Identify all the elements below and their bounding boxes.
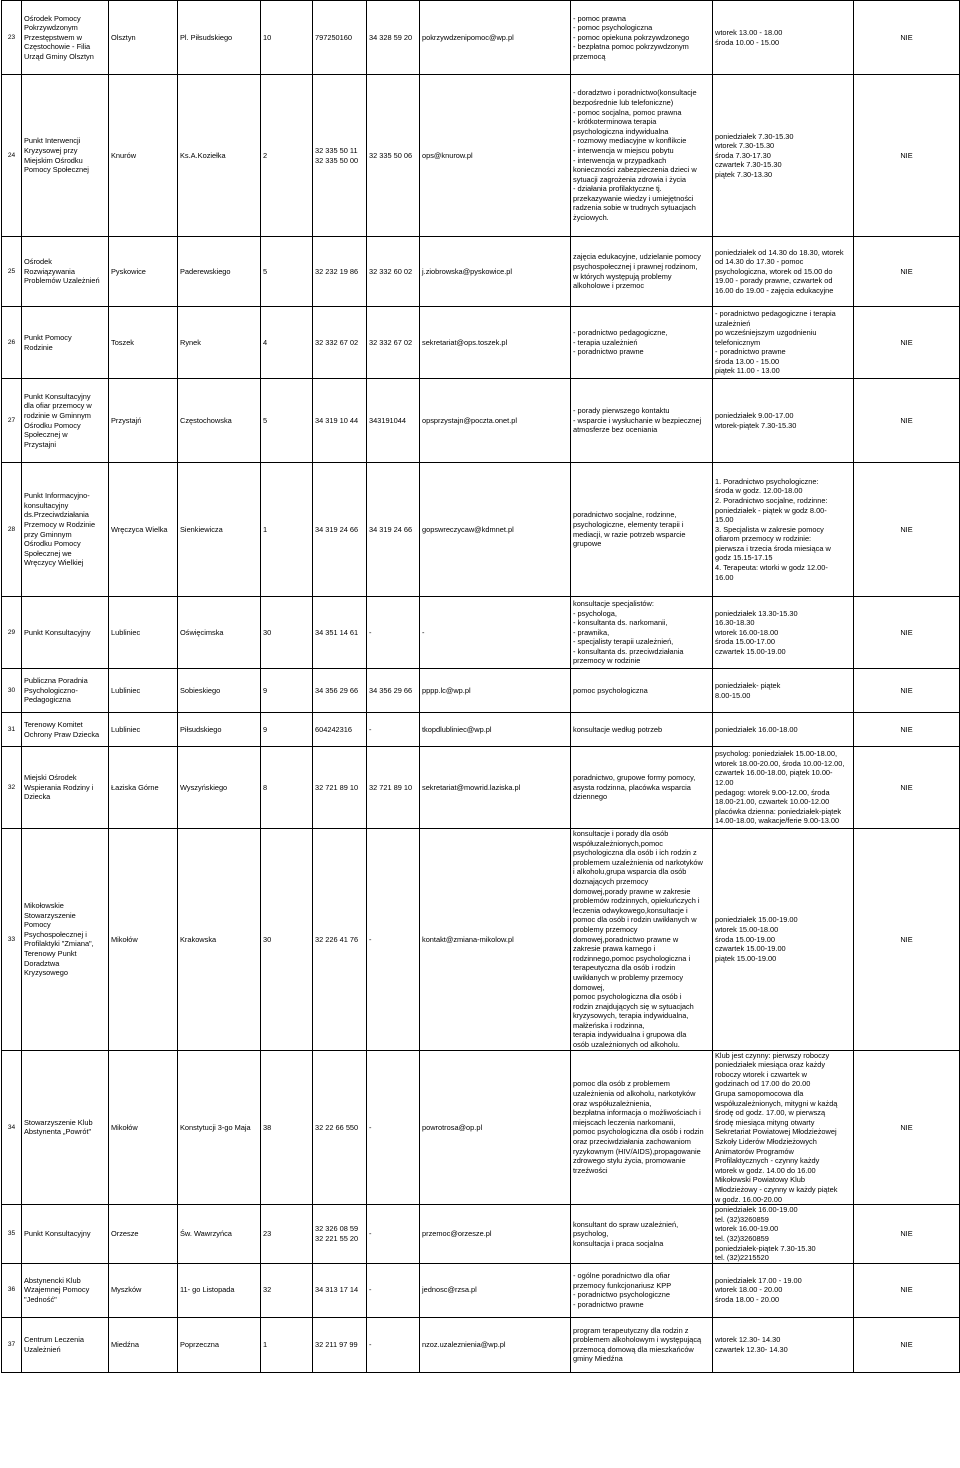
nie-flag: NIE xyxy=(854,75,960,237)
institution-name: Punkt Konsultacyjny dla ofiar przemocy w rodzinie w Gminnym Ośrodku Pomocy Społecznej w Przystajni xyxy=(22,379,109,463)
opening-hours: wtorek 13.00 - 18.00 środa 10.00 - 15.00 xyxy=(713,1,854,75)
row-number: 28 xyxy=(2,463,22,597)
building-number: 4 xyxy=(261,307,313,379)
nie-flag: NIE xyxy=(854,1050,960,1205)
fax: 343191044 xyxy=(367,379,420,463)
institution-name: Punkt Pomocy Rodzinie xyxy=(22,307,109,379)
table-row xyxy=(2,669,960,713)
institution-name: Publiczna Poradnia Psychologiczno- Pedagogiczna xyxy=(22,669,109,713)
email: j.ziobrowska@pyskowice.pl xyxy=(420,237,571,307)
services: - poradnictwo pedagogiczne, - terapia uzależnień - poradnictwo prawne xyxy=(571,307,713,379)
row-number: 25 xyxy=(2,237,22,307)
phone: 34 351 14 61 xyxy=(313,597,367,669)
row-number: 31 xyxy=(2,713,22,747)
street: Rynek xyxy=(178,307,261,379)
building-number: 9 xyxy=(261,669,313,713)
table-row xyxy=(2,597,960,669)
services: konsultacje specjalistów: - psychologa, - konsultanta ds. narkomanii, - prawnika, - specjalisty terapii uzależnień, - konsultanta ds. przeciwdziałania przemocy w rodzinie xyxy=(571,597,713,669)
fax: - xyxy=(367,713,420,747)
street: Poprzeczna xyxy=(178,1317,261,1372)
phone: 32 226 41 76 xyxy=(313,829,367,1051)
row-number: 34 xyxy=(2,1050,22,1205)
opening-hours: Klub jest czynny: pierwszy roboczy poniedziałek miesiąca oraz każdy roboczy wtorek i czwartek w godzinach od 17.00 do 20.00 Grupa samopomocowa dla współuzależnionych, mitygnі w każdą środę od godz. 17.00, w pierwszą środę miesiąca mityng otwarty Sekretariat Powiatowej Młodzieżowej Szkoły Liderów Młodzieżowych Animatorów Programów Profilaktycznych - czynny każdy wtorek w godz. 14.00 do 16.00 Mikołowski Powiatowy Klub Młodzieżowy - czynny w każdy piątek w godz. 16.00-20.00 xyxy=(713,1050,854,1205)
institution-name: Miejski Ośrodek Wspierania Rodziny i Dziecka xyxy=(22,747,109,829)
fax: 32 332 60 02 xyxy=(367,237,420,307)
nie-flag: NIE xyxy=(854,829,960,1051)
opening-hours: poniedziałek od 14.30 do 18.30, wtorek od 14.30 do 17.30 - pomoc psychologiczna, wtorek od 15.00 do 19.00 - porady prawne, czwartek od 16.00 do 19.00 - zajęcia edukacyjne xyxy=(713,237,854,307)
email: pppp.lc@wp.pl xyxy=(420,669,571,713)
opening-hours: poniedziałek 16.00-18.00 xyxy=(713,713,854,747)
fax: - xyxy=(367,597,420,669)
help-centers-table xyxy=(1,0,960,1373)
phone: 32 22 66 550 xyxy=(313,1050,367,1205)
fax: 32 721 89 10 xyxy=(367,747,420,829)
building-number: 2 xyxy=(261,75,313,237)
street: Konstytucji 3-go Maja xyxy=(178,1050,261,1205)
nie-flag: NIE xyxy=(854,713,960,747)
table-row xyxy=(2,1,960,75)
services: konsultacje według potrzeb xyxy=(571,713,713,747)
services: - doradztwo i poradnictwo(konsultacje bezpośrednie lub telefoniczne) - pomoc socjalna, pomoc prawna - krótkoterminowa terapia psychologiczna indywidualna - rozmowy mediacyjne w konflikcie - interwencja w miejscu pobytu - interwencja w przypadkach konieczności zabezpieczenia dzieci w sytuacji zagrożenia zdrowia i życia - działania profilaktyczne tj. przekazywanie wiedzy i umiejętności radzenia sobie w trudnych sytuacjach życiowych. xyxy=(571,75,713,237)
building-number: 10 xyxy=(261,1,313,75)
phone: 32 326 08 59 32 221 55 20 xyxy=(313,1205,367,1264)
nie-flag: NIE xyxy=(854,1317,960,1372)
nie-flag: NIE xyxy=(854,1,960,75)
row-number: 36 xyxy=(2,1263,22,1317)
phone: 34 313 17 14 xyxy=(313,1263,367,1317)
street: Paderewskiego xyxy=(178,237,261,307)
row-number: 29 xyxy=(2,597,22,669)
phone: 32 211 97 99 xyxy=(313,1317,367,1372)
email: sekretariat@ops.toszek.pl xyxy=(420,307,571,379)
opening-hours: poniedziałek- piątek 8.00-15.00 xyxy=(713,669,854,713)
fax: - xyxy=(367,1205,420,1264)
services: pomoc dla osób z problemem uzależnienia od alkoholu, narkotyków oraz współuzależnienia, bezpłatna informacja o możliwościach i miejscach leczenia narkomanii, pomoc psychologiczna dla osób i rodzin oraz przeciwdziałania zachowaniom ryzykownym (HIV/AIDS),propagowanie zdrowego stylu życia, promowanie trzeźwości xyxy=(571,1050,713,1205)
city: Myszków xyxy=(109,1263,178,1317)
table-row xyxy=(2,75,960,237)
nie-flag: NIE xyxy=(854,1205,960,1264)
institution-name: Stowarzyszenie Klub Abstynenta „Powrót" xyxy=(22,1050,109,1205)
institution-name: Ośrodek Rozwiązywania Problemów Uzależnień xyxy=(22,237,109,307)
city: Pyskowice xyxy=(109,237,178,307)
city: Lubliniec xyxy=(109,669,178,713)
street: Krakowska xyxy=(178,829,261,1051)
phone: 32 332 67 02 xyxy=(313,307,367,379)
fax: 34 328 59 20 xyxy=(367,1,420,75)
building-number: 32 xyxy=(261,1263,313,1317)
nie-flag: NIE xyxy=(854,747,960,829)
opening-hours: - poradnictwo pedagogiczne i terapia uzależnień po wcześniejszym uzgodnieniu telefonicznym - poradnictwo prawne środa 13.00 - 15.00 piątek 11.00 - 13.00 xyxy=(713,307,854,379)
email: - xyxy=(420,597,571,669)
city: Mikołów xyxy=(109,1050,178,1205)
street: Piłsudskiego xyxy=(178,713,261,747)
row-number: 37 xyxy=(2,1317,22,1372)
nie-flag: NIE xyxy=(854,307,960,379)
opening-hours: wtorek 12.30- 14.30 czwartek 12.30- 14.30 xyxy=(713,1317,854,1372)
table-row xyxy=(2,747,960,829)
institution-name: Mikołowskie Stowarzyszenie Pomocy Psychospołecznej i Profilaktyki "Zmiana", Terenowy Punkt Doradztwa Kryzysowego xyxy=(22,829,109,1051)
table-row xyxy=(2,1205,960,1264)
opening-hours: poniedziałek 16.00-19.00 tel. (32)3260859 wtorek 16.00-19.00 tel. (32)3260859 poniedziałek-piątek 7.30-15.30 tel. (32)2215520 xyxy=(713,1205,854,1264)
fax: 34 356 29 66 xyxy=(367,669,420,713)
city: Miedźna xyxy=(109,1317,178,1372)
fax: 32 332 67 02 xyxy=(367,307,420,379)
services: konsultant do spraw uzależnień, psycholog, konsultacja i praca socjalna xyxy=(571,1205,713,1264)
row-number: 33 xyxy=(2,829,22,1051)
services: program terapeutyczny dla rodzin z problemem alkoholowym i występującą przemocą domową dla mieszkańców gminy Miedźna xyxy=(571,1317,713,1372)
building-number: 5 xyxy=(261,237,313,307)
building-number: 23 xyxy=(261,1205,313,1264)
opening-hours: poniedziałek 17.00 - 19.00 wtorek 18.00 - 20.00 środa 18.00 - 20.00 xyxy=(713,1263,854,1317)
nie-flag: NIE xyxy=(854,1263,960,1317)
building-number: 30 xyxy=(261,597,313,669)
services: - ogólne poradnictwo dla ofiar przemocy funkcjonariusz KPP - poradnictwo psychologiczne - poradnictwo prawne xyxy=(571,1263,713,1317)
phone: 34 319 24 66 xyxy=(313,463,367,597)
phone: 32 721 89 10 xyxy=(313,747,367,829)
city: Orzesze xyxy=(109,1205,178,1264)
email: pokrzywdzenipomoc@wp.pl xyxy=(420,1,571,75)
row-number: 30 xyxy=(2,669,22,713)
city: Przystajń xyxy=(109,379,178,463)
opening-hours: poniedziałek 7.30-15.30 wtorek 7.30-15.30 środa 7.30-17.30 czwartek 7.30-15.30 piątek 7.30-13.30 xyxy=(713,75,854,237)
city: Knurów xyxy=(109,75,178,237)
email: przemoc@orzesze.pl xyxy=(420,1205,571,1264)
opening-hours: psycholog: poniedziałek 15.00-18.00, wtorek 18.00-20.00, środa 10.00-12.00, czwartek 16.00-18.00, piątek 10.00- 12.00 pedagog: wtorek 9.00-12.00, środa 18.00-21.00, czwartek 10.00-12.00 placówka dzienna: poniedziałek-piątek 14.00-18.00, wakacje/ferie 9.00-13.00 xyxy=(713,747,854,829)
nie-flag: NIE xyxy=(854,463,960,597)
services: - porady pierwszego kontaktu - wsparcie i wysłuchanie w bezpiecznej atmosferze bez oceniania xyxy=(571,379,713,463)
email: gopswreczycaw@kdmnet.pl xyxy=(420,463,571,597)
fax: - xyxy=(367,829,420,1051)
opening-hours: poniedziałek 13.30-15.30 16.30-18.30 wtorek 16.00-18.00 środa 15.00-17.00 czwartek 15.00-19.00 xyxy=(713,597,854,669)
street: Sienkiewicza xyxy=(178,463,261,597)
institution-name: Terenowy Komitet Ochrony Praw Dziecka xyxy=(22,713,109,747)
phone: 32 232 19 86 xyxy=(313,237,367,307)
fax: - xyxy=(367,1050,420,1205)
table-row xyxy=(2,379,960,463)
street: Wyszyńskiego xyxy=(178,747,261,829)
nie-flag: NIE xyxy=(854,669,960,713)
phone: 32 335 50 11 32 335 50 00 xyxy=(313,75,367,237)
building-number: 1 xyxy=(261,463,313,597)
institution-name: Punkt Interwencji Kryzysowej przy Miejskim Ośrodku Pomocy Społecznej xyxy=(22,75,109,237)
email: powrotrosa@op.pl xyxy=(420,1050,571,1205)
row-number: 35 xyxy=(2,1205,22,1264)
table-row xyxy=(2,307,960,379)
phone: 34 356 29 66 xyxy=(313,669,367,713)
table-row xyxy=(2,713,960,747)
email: opsprzystajn@poczta.onet.pl xyxy=(420,379,571,463)
phone: 797250160 xyxy=(313,1,367,75)
city: Lubliniec xyxy=(109,597,178,669)
street: Ks.A.Koziełka xyxy=(178,75,261,237)
city: Lubliniec xyxy=(109,713,178,747)
city: Olsztyn xyxy=(109,1,178,75)
row-number: 23 xyxy=(2,1,22,75)
institution-name: Abstynencki Klub Wzajemnej Pomocy "Jedność" xyxy=(22,1263,109,1317)
table-row xyxy=(2,1263,960,1317)
table-row xyxy=(2,1317,960,1372)
row-number: 26 xyxy=(2,307,22,379)
city: Toszek xyxy=(109,307,178,379)
opening-hours: 1. Poradnictwo psychologiczne: środa w godz. 12.00-18.00 2. Poradnictwo socjalne, rodzinne: poniedziałek - piątek w godz 8.00- 15.00 3. Specjalista w zakresie pomocy ofiarom przemocy w rodzinie: pierwsza i trzecia środa miesiąca w godz 15.15-17.15 4. Terapeuta: wtorki w godz 12.00- 16.00 xyxy=(713,463,854,597)
building-number: 38 xyxy=(261,1050,313,1205)
services: poradnictwo, grupowe formy pomocy, asysta rodzinna, placówka wsparcia dziennego xyxy=(571,747,713,829)
institution-name: Punkt Informacyjno- konsultacyjny ds.Przeciwdziałania Przemocy w Rodzinie przy Gminnym Ośrodku Pomocy Społecznej we Wręczycy Wielkiej xyxy=(22,463,109,597)
row-number: 32 xyxy=(2,747,22,829)
services: poradnictwo socjalne, rodzinne, psychologiczne, elementy terapii i mediacji, w razie potrzeb wsparcie grupowe xyxy=(571,463,713,597)
street: Częstochowska xyxy=(178,379,261,463)
services: - pomoc prawna - pomoc psychologiczna - pomoc opiekuna pokrzywdzonego - bezpłatna pomoc pokrzywdzonym przemocą xyxy=(571,1,713,75)
row-number: 24 xyxy=(2,75,22,237)
table-row xyxy=(2,237,960,307)
services: konsultacje i porady dla osób współuzależnionych,pomoc psychologiczna dla osób i ich rodzin z problemem uzależnienia od narkotyków i alkoholu,grupa wsparcia dla osób doznających przemocy domowej,porady prawne w zakresie problemów rodzinnych, opiekuńczych i leczenia odwykowego,konsultacje i pomoc dla osób i rodzin uwikłanych w problemy przemocy domowej,poradnictwo prawne w zakresie prawa karnego i rodzinnego,pomoc psychologiczna i terapeutyczna dla osób i rodzin uwikłanych w problemy przemocy domowej, pomoc psychologiczna dla osób i rodzin znajdujących się w sytuacjach kryzysowych, terapia indywidualna, małżeńska i rodzinna, terapia indywidualna i grupowa dla osób uzależnionych od alkoholu. xyxy=(571,829,713,1051)
building-number: 8 xyxy=(261,747,313,829)
street: Sobieskiego xyxy=(178,669,261,713)
city: Wręczyca Wielka xyxy=(109,463,178,597)
phone: 604242316 xyxy=(313,713,367,747)
city: Łaziska Górne xyxy=(109,747,178,829)
email: tkopdlubliniec@wp.pl xyxy=(420,713,571,747)
fax: 32 335 50 06 xyxy=(367,75,420,237)
building-number: 5 xyxy=(261,379,313,463)
institution-name: Centrum Leczenia Uzależnień xyxy=(22,1317,109,1372)
building-number: 1 xyxy=(261,1317,313,1372)
building-number: 30 xyxy=(261,829,313,1051)
opening-hours: poniedziałek 15.00-19.00 wtorek 15.00-18.00 środa 15.00-19.00 czwartek 15.00-19.00 piątek 15.00-19.00 xyxy=(713,829,854,1051)
city: Mikołów xyxy=(109,829,178,1051)
institution-name: Punkt Konsultacyjny xyxy=(22,1205,109,1264)
phone: 34 319 10 44 xyxy=(313,379,367,463)
email: jednosc@rzsa.pl xyxy=(420,1263,571,1317)
services: zajęcia edukacyjne, udzielanie pomocy psychospołecznej i prawnej rodzinom, w których występują problemy alkoholowe i przemoc xyxy=(571,237,713,307)
email: nzoz.uzaleznienia@wp.pl xyxy=(420,1317,571,1372)
services: pomoc psychologiczna xyxy=(571,669,713,713)
nie-flag: NIE xyxy=(854,379,960,463)
email: kontakt@zmiana-mikolow.pl xyxy=(420,829,571,1051)
fax: - xyxy=(367,1317,420,1372)
table-row xyxy=(2,463,960,597)
nie-flag: NIE xyxy=(854,597,960,669)
opening-hours: poniedziałek 9.00-17.00 wtorek-piątek 7.30-15.30 xyxy=(713,379,854,463)
table-row xyxy=(2,829,960,1051)
table-body xyxy=(2,1,960,1373)
fax: - xyxy=(367,1263,420,1317)
fax: 34 319 24 66 xyxy=(367,463,420,597)
building-number: 9 xyxy=(261,713,313,747)
email: sekretariat@mowrid.laziska.pl xyxy=(420,747,571,829)
street: Oświęcimska xyxy=(178,597,261,669)
email: ops@knurow.pl xyxy=(420,75,571,237)
row-number: 27 xyxy=(2,379,22,463)
street: Św. Wawrzyńca xyxy=(178,1205,261,1264)
table-row xyxy=(2,1050,960,1205)
institution-name: Ośrodek Pomocy Pokrzywdzonym Przestępstwem w Częstochowie - Filia Urząd Gminy Olsztyn xyxy=(22,1,109,75)
street: 11- go Listopada xyxy=(178,1263,261,1317)
nie-flag: NIE xyxy=(854,237,960,307)
institution-name: Punkt Konsultacyjny xyxy=(22,597,109,669)
street: Pl. Piłsudskiego xyxy=(178,1,261,75)
